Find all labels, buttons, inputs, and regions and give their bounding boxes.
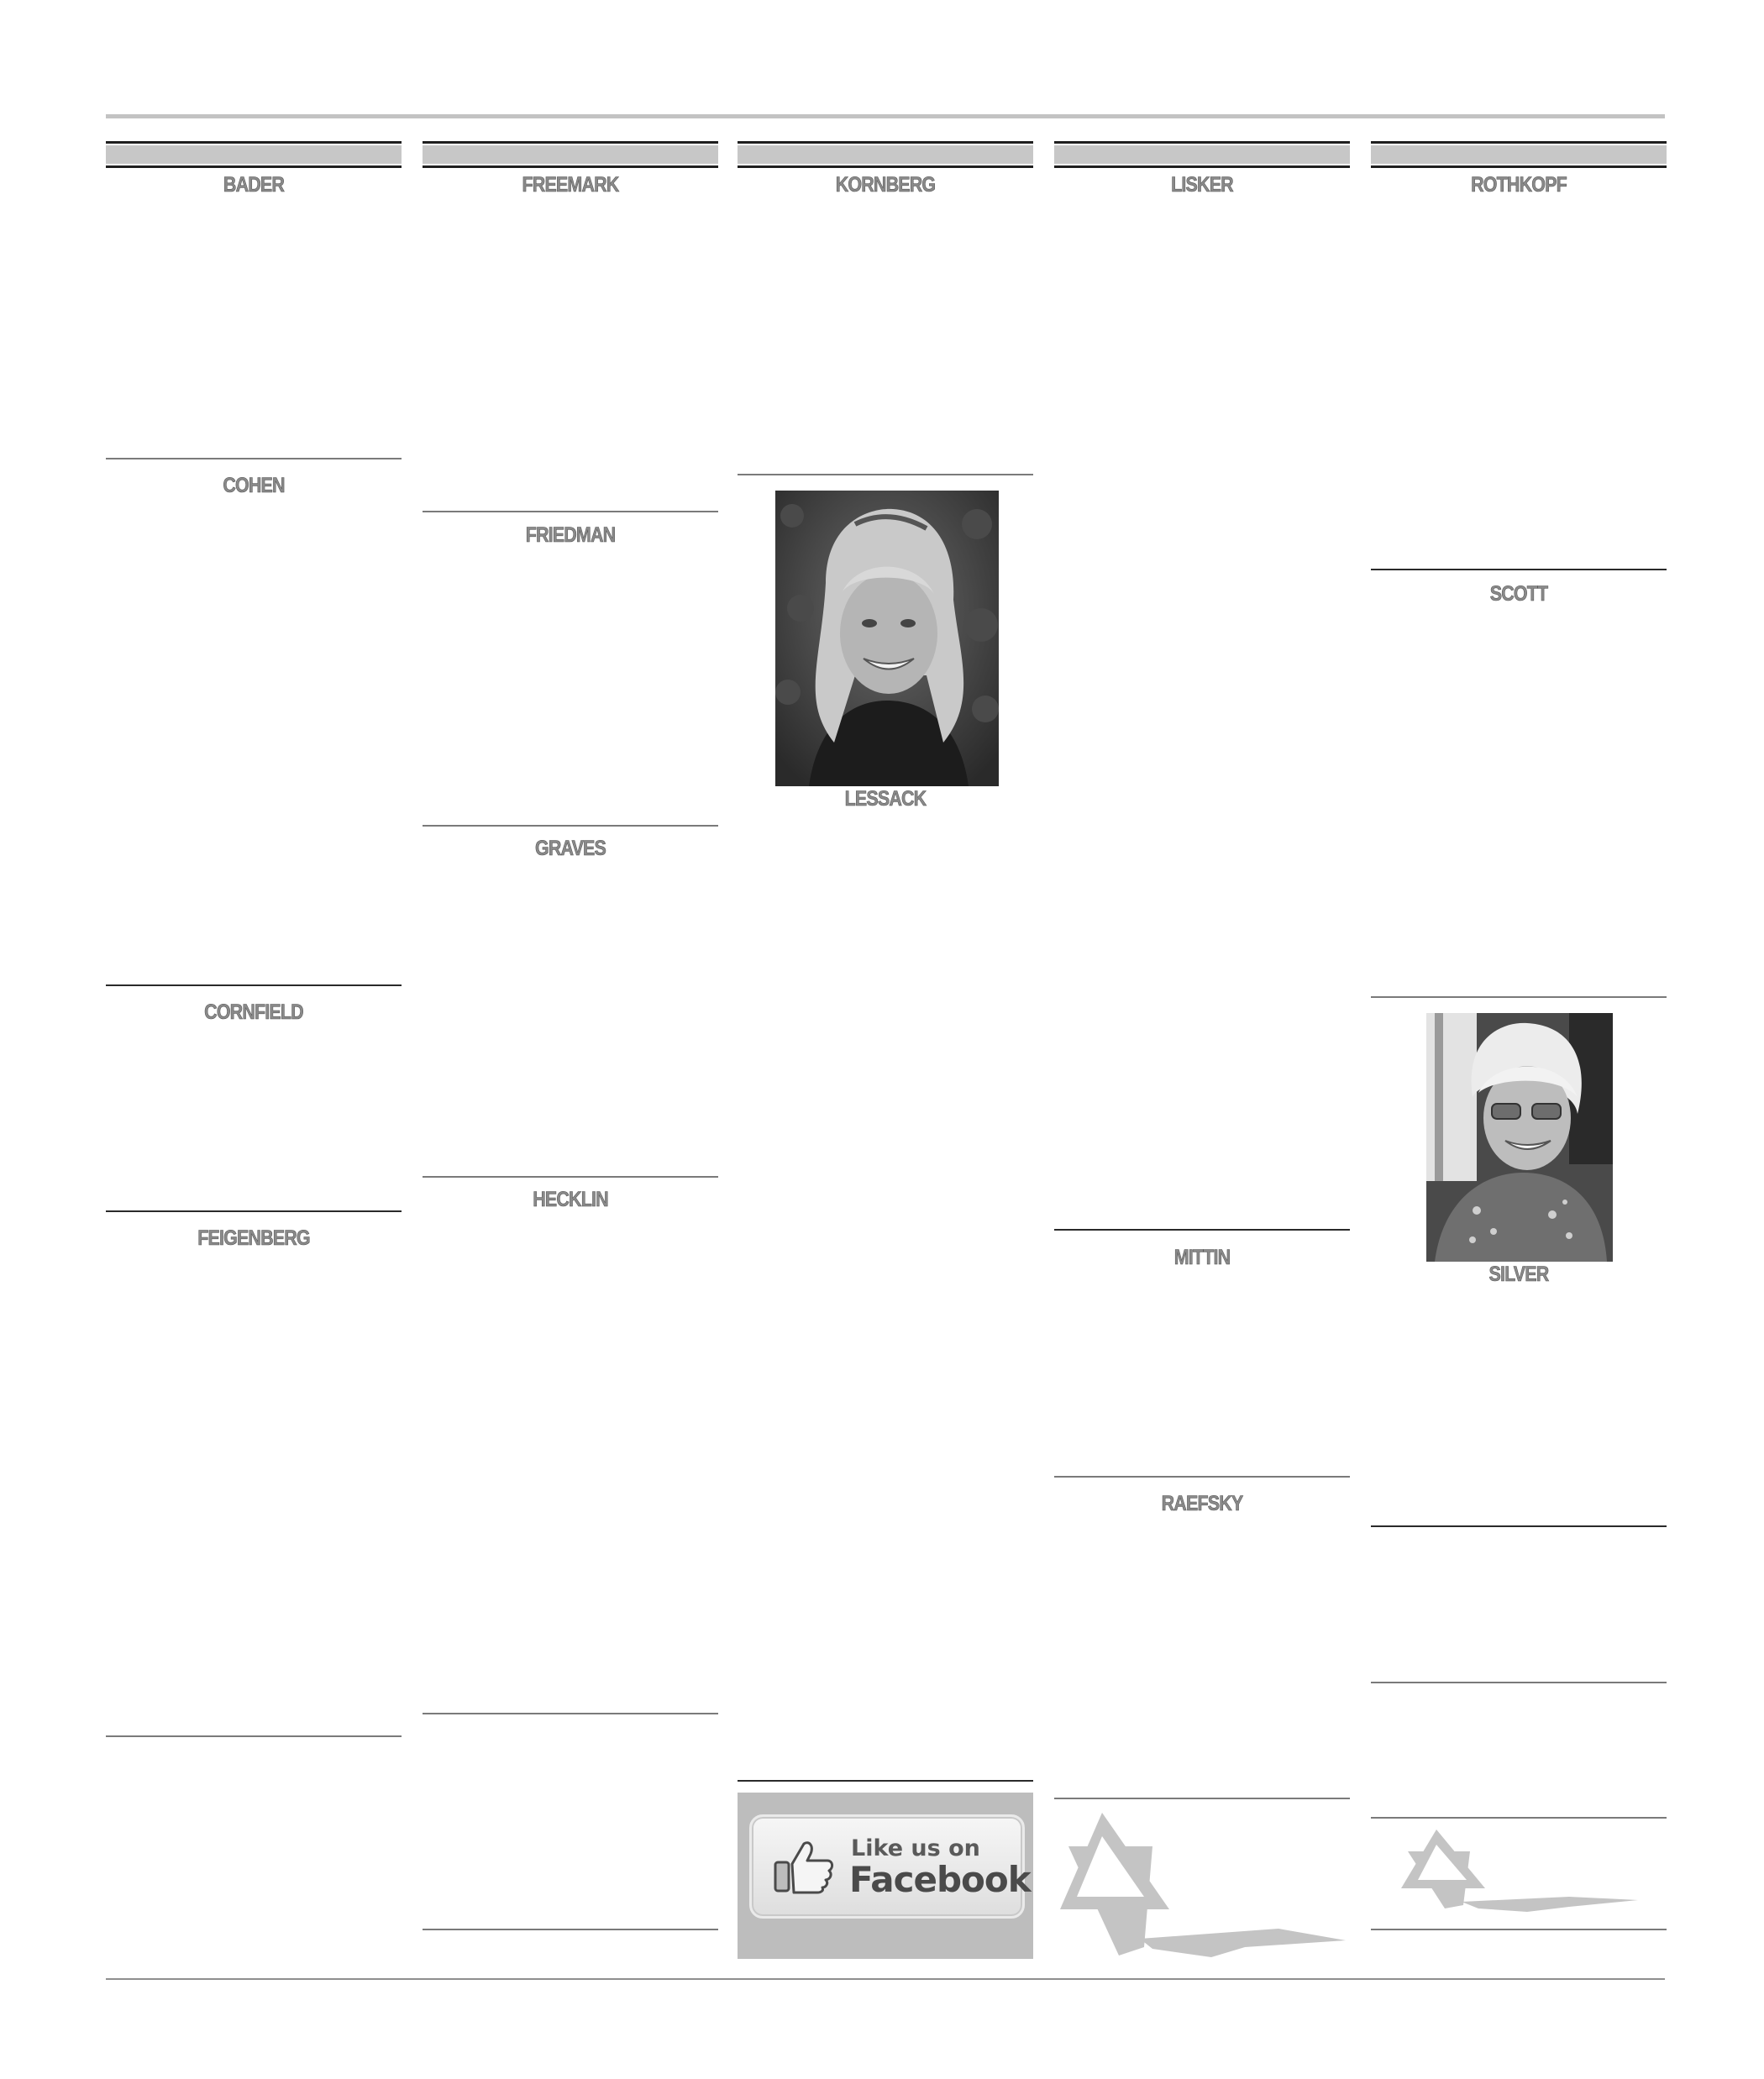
- obituary-name-hecklin: HECKLIN: [533, 1188, 608, 1211]
- separator: [423, 1176, 718, 1178]
- obituary-name-silver: SILVER: [1488, 1263, 1549, 1286]
- separator: [1371, 569, 1667, 570]
- thumbs-up-icon: [774, 1839, 834, 1894]
- obituary-name-scott: SCOTT: [1489, 582, 1548, 606]
- star-of-david-icon: [1401, 1830, 1645, 1914]
- obituary-name-rothkopf: ROTHKOPF: [1471, 173, 1567, 197]
- separator: [423, 1929, 718, 1930]
- column-header-1: [106, 141, 402, 168]
- column-header-2: [423, 141, 718, 168]
- star-of-david-icon: [1060, 1813, 1350, 1964]
- obituary-name-graves: GRAVES: [534, 837, 606, 860]
- obituary-name-freemark: FREEMARK: [522, 173, 619, 197]
- facebook-line-2: Facebook: [849, 1859, 1031, 1900]
- separator: [423, 1713, 718, 1714]
- separator: [1371, 1525, 1667, 1527]
- separator: [106, 458, 402, 459]
- separator: [106, 1210, 402, 1212]
- separator: [106, 984, 402, 986]
- separator: [106, 1735, 402, 1737]
- top-rule: [106, 114, 1665, 118]
- separator: [423, 825, 718, 827]
- separator: [1371, 1929, 1667, 1930]
- obituary-name-lisker: LISKER: [1171, 173, 1233, 197]
- facebook-like-button[interactable]: [749, 1814, 1031, 1919]
- column-header-4: [1054, 141, 1350, 168]
- obituary-name-feigenberg: FEIGENBERG: [197, 1226, 310, 1250]
- portrait-photo-silver: [1426, 1013, 1613, 1262]
- separator: [738, 1780, 1033, 1782]
- separator: [1054, 1229, 1350, 1231]
- column-header-5: [1371, 141, 1667, 168]
- obituary-name-friedman: FRIEDMAN: [525, 523, 616, 547]
- separator: [1371, 996, 1667, 998]
- separator: [1371, 1817, 1667, 1819]
- obituary-name-bader: BADER: [223, 173, 285, 197]
- separator: [1054, 1798, 1350, 1799]
- separator: [738, 474, 1033, 475]
- column-header-3: [738, 141, 1033, 168]
- separator: [1371, 1682, 1667, 1683]
- obituary-name-cornfield: CORNFIELD: [204, 1000, 303, 1024]
- obituary-name-cohen: COHEN: [223, 474, 285, 497]
- obituary-name-mittin: MITTIN: [1173, 1246, 1231, 1269]
- obituary-name-lessack: LESSACK: [844, 787, 927, 811]
- obituary-name-raefsky: RAEFSKY: [1161, 1492, 1243, 1515]
- facebook-banner[interactable]: [738, 1793, 1033, 1959]
- obituary-name-kornberg: KORNBERG: [835, 173, 936, 197]
- portrait-photo-lessack: [775, 491, 999, 786]
- facebook-line-1: Like us on: [851, 1835, 980, 1861]
- separator: [1054, 1476, 1350, 1478]
- separator: [423, 511, 718, 512]
- bottom-rule: [106, 1978, 1665, 1980]
